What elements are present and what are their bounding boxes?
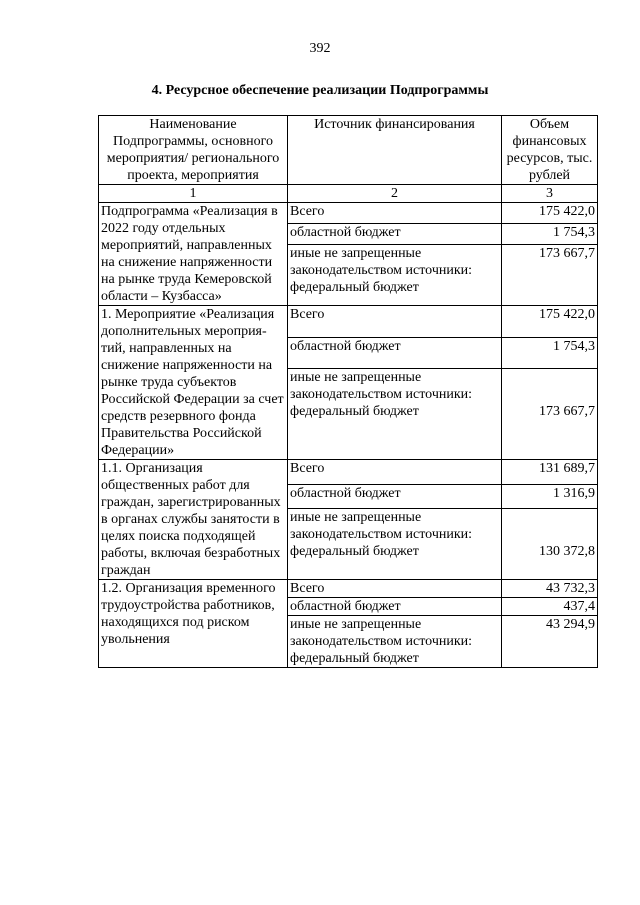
section-title: 4. Ресурсное обеспечение реализации Подпрограммы bbox=[151, 83, 489, 98]
program-name: 1.2. Организация временного трудоустройства работников, находящихся под риском увольнения bbox=[99, 580, 288, 668]
source-value: 437,4 bbox=[502, 598, 598, 616]
program-name: 1. Мероприятие «Реализация дополнительных мероприя-тий, направленных на снижение напряженности на рынке труда субъектов Российской Федерации за счет средств резервного фонда Правительства Российской Федерации» bbox=[99, 306, 288, 460]
source-value: 43 294,9 bbox=[502, 616, 598, 668]
source-value: 1 316,9 bbox=[502, 484, 598, 509]
source-label: иные не запрещенные законодательством источники: федеральный бюджет bbox=[288, 245, 502, 306]
source-label: Всего bbox=[288, 306, 502, 338]
page-number: 392 bbox=[309, 41, 331, 56]
table-header-row bbox=[99, 116, 598, 185]
source-value: 175 422,0 bbox=[502, 306, 598, 338]
funding-table bbox=[98, 115, 598, 668]
source-value: 130 372,8 bbox=[502, 509, 598, 580]
source-label: областной бюджет bbox=[288, 337, 502, 369]
column-number-row bbox=[99, 185, 598, 203]
source-label: иные не запрещенные законодательством источники: федеральный бюджет bbox=[288, 616, 502, 668]
source-label: Всего bbox=[288, 203, 502, 224]
source-value: 131 689,7 bbox=[502, 460, 598, 485]
table-row bbox=[99, 580, 598, 598]
header-volume: Объем финансовых ресурсов, тыс. рублей bbox=[502, 116, 598, 185]
source-label: Всего bbox=[288, 460, 502, 485]
header-source: Источник финансирования bbox=[288, 116, 502, 185]
table-row bbox=[99, 460, 598, 485]
source-value: 1 754,3 bbox=[502, 337, 598, 369]
source-value: 173 667,7 bbox=[502, 369, 598, 460]
column-number: 2 bbox=[288, 185, 502, 203]
program-name: 1.1. Организация общественных работ для граждан, зарегистрированных в органах службы занятости в целях поиска подходящей работы, включая безработных граждан bbox=[99, 460, 288, 580]
column-number: 1 bbox=[99, 185, 288, 203]
source-label: Всего bbox=[288, 580, 502, 598]
column-number: 3 bbox=[502, 185, 598, 203]
program-name: Подпрограмма «Реализация в 2022 году отдельных мероприятий, направленных на снижение напряженности на рынке труда Кемеровской области – Кузбасса» bbox=[99, 203, 288, 306]
source-value: 43 732,3 bbox=[502, 580, 598, 598]
source-value: 173 667,7 bbox=[502, 245, 598, 306]
source-value: 175 422,0 bbox=[502, 203, 598, 224]
source-label: областной бюджет bbox=[288, 224, 502, 245]
table-row bbox=[99, 306, 598, 338]
source-label: иные не запрещенные законодательством источники: федеральный бюджет bbox=[288, 509, 502, 580]
source-value: 1 754,3 bbox=[502, 224, 598, 245]
source-label: областной бюджет bbox=[288, 484, 502, 509]
source-label: иные не запрещенные законодательством источники: федеральный бюджет bbox=[288, 369, 502, 460]
source-label: областной бюджет bbox=[288, 598, 502, 616]
table-row bbox=[99, 203, 598, 224]
header-name: Наименование Подпрограммы, основного мероприятия/ регионального проекта, мероприятия bbox=[99, 116, 288, 185]
